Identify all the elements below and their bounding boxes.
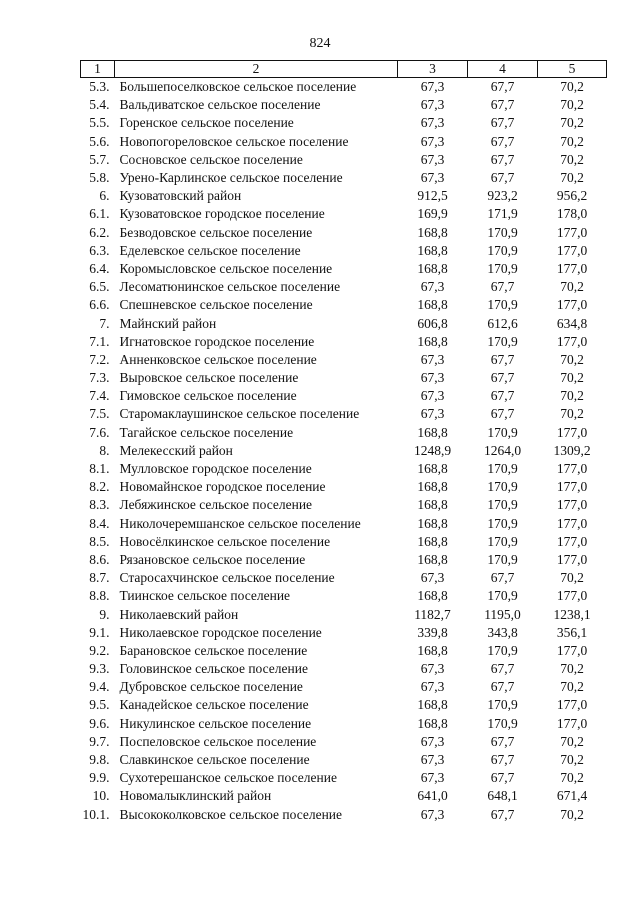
row-number: 7.2. bbox=[89, 351, 110, 367]
row-number: 6.1. bbox=[89, 206, 110, 222]
row-value-col4: 170,9 bbox=[487, 479, 518, 495]
row-value-col4: 171,9 bbox=[487, 206, 518, 222]
row-value-col3: 67,3 bbox=[420, 679, 445, 695]
table-row bbox=[81, 551, 607, 569]
row-value-col5: 1238,1 bbox=[553, 606, 591, 622]
row-value-col4: 170,9 bbox=[487, 297, 518, 313]
row-value-col4: 67,7 bbox=[490, 752, 515, 768]
row-name: Старосахчинское сельское поселение bbox=[119, 570, 335, 586]
table-header bbox=[81, 61, 607, 78]
row-value-col3: 67,3 bbox=[420, 79, 445, 95]
row-name: Канадейское сельское поселение bbox=[119, 697, 309, 713]
row-number: 8.7. bbox=[89, 570, 110, 586]
table-row bbox=[81, 224, 607, 242]
row-value-col4: 170,9 bbox=[487, 461, 518, 477]
header-col-3: 3 bbox=[398, 61, 468, 78]
row-value-col4: 170,9 bbox=[487, 260, 518, 276]
row-number: 8.5. bbox=[89, 533, 110, 549]
row-name: Игнатовское городское поселение bbox=[119, 333, 315, 349]
table-row bbox=[81, 169, 607, 187]
row-value-col5: 70,2 bbox=[560, 351, 584, 367]
row-name: Коромысловское сельское поселение bbox=[119, 260, 333, 276]
row-number: 5.5. bbox=[89, 115, 110, 131]
page-number: 824 bbox=[309, 36, 331, 51]
row-value-col5: 70,2 bbox=[560, 97, 584, 113]
row-name: Лебяжинское сельское поселение bbox=[119, 497, 313, 513]
row-value-col4: 67,7 bbox=[490, 279, 515, 295]
row-value-col3: 168,8 bbox=[417, 715, 448, 731]
row-number: 6.3. bbox=[89, 242, 110, 258]
row-value-col4: 170,9 bbox=[487, 533, 518, 549]
row-value-col4: 1264,0 bbox=[483, 442, 522, 458]
row-value-col3: 67,3 bbox=[420, 733, 445, 749]
row-value-col4: 170,9 bbox=[487, 424, 518, 440]
row-value-col4: 67,7 bbox=[490, 570, 515, 586]
row-value-col3: 67,3 bbox=[420, 170, 445, 186]
row-value-col4: 67,7 bbox=[490, 351, 515, 367]
row-name: Дубровское сельское поселение bbox=[119, 679, 303, 695]
row-number: 9.7. bbox=[89, 733, 110, 749]
data-table bbox=[80, 60, 607, 824]
row-value-col3: 168,8 bbox=[417, 515, 448, 531]
row-number: 9.1. bbox=[89, 624, 110, 640]
row-value-col4: 67,7 bbox=[490, 733, 515, 749]
row-value-col3: 67,3 bbox=[420, 351, 445, 367]
row-number: 9.8. bbox=[89, 752, 110, 768]
row-value-col3: 67,3 bbox=[420, 133, 445, 149]
row-number: 7.3. bbox=[89, 370, 110, 386]
row-value-col5: 177,0 bbox=[556, 333, 588, 349]
table-row bbox=[81, 187, 607, 205]
row-name: Майнский район bbox=[119, 315, 217, 331]
row-value-col3: 1182,7 bbox=[414, 606, 451, 622]
row-value-col5: 70,2 bbox=[560, 170, 584, 186]
row-value-col3: 67,3 bbox=[420, 370, 445, 386]
row-number: 7. bbox=[99, 315, 110, 331]
row-value-col3: 67,3 bbox=[420, 388, 445, 404]
row-number: 5.6. bbox=[89, 133, 110, 149]
table-body bbox=[81, 78, 607, 824]
row-value-col3: 67,3 bbox=[420, 97, 445, 113]
row-value-col5: 70,2 bbox=[560, 370, 584, 386]
row-value-col3: 168,8 bbox=[417, 533, 448, 549]
row-value-col5: 177,0 bbox=[556, 515, 588, 531]
table-row bbox=[81, 96, 607, 114]
table-row bbox=[81, 278, 607, 296]
row-value-col4: 170,9 bbox=[487, 333, 518, 349]
row-value-col4: 67,7 bbox=[490, 133, 515, 149]
row-value-col3: 168,8 bbox=[417, 479, 448, 495]
row-name: Кузоватовское городское поселение bbox=[119, 206, 325, 222]
row-value-col4: 67,7 bbox=[490, 406, 515, 422]
row-name: Высококолковское сельское поселение bbox=[119, 806, 343, 822]
row-value-col5: 356,1 bbox=[556, 624, 588, 640]
row-name: Безводовское сельское поселение bbox=[119, 224, 313, 240]
row-value-col3: 168,8 bbox=[417, 497, 448, 513]
row-value-col5: 70,2 bbox=[560, 388, 584, 404]
row-name: Головинское сельское поселение bbox=[119, 661, 308, 677]
header-col-1: 1 bbox=[81, 61, 115, 78]
row-value-col3: 641,0 bbox=[417, 788, 448, 804]
row-value-col3: 168,8 bbox=[417, 588, 448, 604]
table-row bbox=[81, 605, 607, 623]
row-value-col5: 956,2 bbox=[556, 188, 588, 204]
row-value-col5: 177,0 bbox=[556, 715, 588, 731]
table-row bbox=[81, 715, 607, 733]
table-row bbox=[81, 751, 607, 769]
row-value-col3: 912,5 bbox=[417, 188, 448, 204]
row-number: 6.6. bbox=[89, 297, 110, 313]
row-name: Тиинское сельское поселение bbox=[119, 588, 291, 604]
row-value-col3: 1248,9 bbox=[413, 442, 452, 458]
row-number: 6. bbox=[99, 188, 110, 204]
row-number: 9.9. bbox=[89, 770, 110, 786]
row-name: Вальдиватское сельское поселение bbox=[119, 97, 321, 113]
row-value-col4: 170,9 bbox=[487, 224, 518, 240]
row-number: 8.8. bbox=[89, 588, 110, 604]
row-value-col4: 67,7 bbox=[490, 151, 515, 167]
row-value-col4: 923,2 bbox=[487, 188, 518, 204]
row-value-col5: 671,4 bbox=[556, 788, 588, 804]
table-row bbox=[81, 696, 607, 714]
row-value-col5: 70,2 bbox=[560, 115, 584, 131]
row-number: 8. bbox=[99, 442, 110, 458]
row-value-col3: 67,3 bbox=[420, 279, 445, 295]
row-name: Горенское сельское поселение bbox=[119, 115, 294, 131]
row-number: 5.4. bbox=[89, 97, 110, 113]
row-value-col5: 70,2 bbox=[560, 133, 584, 149]
row-name: Барановское сельское поселение bbox=[119, 642, 308, 658]
row-value-col3: 67,3 bbox=[420, 115, 445, 131]
table-row bbox=[81, 424, 607, 442]
table-row bbox=[81, 769, 607, 787]
row-value-col5: 70,2 bbox=[560, 733, 584, 749]
row-number: 6.4. bbox=[89, 260, 110, 276]
row-value-col4: 67,7 bbox=[490, 370, 515, 386]
table-row bbox=[81, 205, 607, 223]
table-row bbox=[81, 333, 607, 351]
row-number: 10. bbox=[92, 788, 110, 804]
table-row bbox=[81, 78, 607, 97]
row-name: Новосёлкинское сельское поселение bbox=[119, 533, 331, 549]
table-row bbox=[81, 624, 607, 642]
row-value-col4: 67,7 bbox=[490, 388, 515, 404]
row-name: Лесоматюнинское сельское поселение bbox=[119, 279, 341, 295]
row-name: Старомаклаушинское сельское поселение bbox=[119, 406, 360, 422]
table-row bbox=[81, 151, 607, 169]
row-value-col3: 67,3 bbox=[420, 570, 445, 586]
row-value-col5: 70,2 bbox=[560, 752, 584, 768]
row-value-col5: 177,0 bbox=[556, 497, 588, 513]
row-value-col4: 67,7 bbox=[490, 97, 515, 113]
row-number: 7.5. bbox=[89, 406, 110, 422]
row-name: Николаевский район bbox=[119, 606, 239, 622]
row-value-col3: 168,8 bbox=[417, 551, 448, 567]
row-value-col3: 168,8 bbox=[417, 297, 448, 313]
row-name: Славкинское сельское поселение bbox=[119, 752, 310, 768]
row-number: 8.1. bbox=[89, 461, 110, 477]
row-value-col4: 170,9 bbox=[487, 642, 518, 658]
table-row bbox=[81, 387, 607, 405]
row-value-col4: 170,9 bbox=[487, 588, 518, 604]
row-value-col4: 67,7 bbox=[490, 115, 515, 131]
row-name: Николочеремшанское сельское поселение bbox=[119, 515, 361, 531]
row-value-col5: 177,0 bbox=[556, 461, 588, 477]
row-value-col3: 168,8 bbox=[417, 461, 448, 477]
row-value-col3: 67,3 bbox=[420, 151, 445, 167]
row-name: Новомайнское городское поселение bbox=[119, 479, 326, 495]
row-value-col5: 70,2 bbox=[560, 279, 584, 295]
table-row bbox=[81, 296, 607, 314]
row-value-col3: 67,3 bbox=[420, 661, 445, 677]
row-value-col5: 70,2 bbox=[560, 661, 584, 677]
table-row bbox=[81, 787, 607, 805]
row-value-col5: 634,8 bbox=[556, 315, 588, 331]
row-value-col3: 168,8 bbox=[417, 260, 448, 276]
row-value-col5: 177,0 bbox=[556, 588, 588, 604]
table-row bbox=[81, 660, 607, 678]
row-name: Урено-Карлинское сельское поселение bbox=[119, 170, 343, 186]
row-value-col5: 70,2 bbox=[560, 406, 584, 422]
row-number: 8.4. bbox=[89, 515, 110, 531]
row-value-col5: 177,0 bbox=[556, 297, 588, 313]
row-value-col3: 339,8 bbox=[417, 624, 448, 640]
table-row bbox=[81, 678, 607, 696]
row-value-col5: 177,0 bbox=[556, 260, 588, 276]
row-value-col3: 606,8 bbox=[417, 315, 448, 331]
table-row bbox=[81, 133, 607, 151]
row-value-col3: 168,8 bbox=[417, 242, 448, 258]
row-value-col3: 67,3 bbox=[420, 406, 445, 422]
table-row bbox=[81, 260, 607, 278]
table-row bbox=[81, 351, 607, 369]
row-name: Выровское сельское поселение bbox=[119, 370, 299, 386]
row-value-col5: 70,2 bbox=[560, 770, 584, 786]
row-number: 5.8. bbox=[89, 170, 110, 186]
row-name: Кузоватовский район bbox=[119, 188, 242, 204]
row-number: 9.6. bbox=[89, 715, 110, 731]
row-value-col3: 168,8 bbox=[417, 224, 448, 240]
row-value-col5: 177,0 bbox=[556, 242, 588, 258]
table-row bbox=[81, 533, 607, 551]
row-number: 9.3. bbox=[89, 661, 110, 677]
row-value-col3: 168,8 bbox=[417, 642, 448, 658]
row-value-col4: 1195,0 bbox=[484, 606, 521, 622]
row-value-col5: 177,0 bbox=[556, 697, 588, 713]
row-number: 7.1. bbox=[89, 333, 110, 349]
row-value-col5: 1309,2 bbox=[553, 442, 591, 458]
row-name: Сосновское сельское поселение bbox=[119, 151, 303, 167]
table-row bbox=[81, 496, 607, 514]
table-row bbox=[81, 478, 607, 496]
table-row bbox=[81, 569, 607, 587]
row-name: Гимовское сельское поселение bbox=[119, 388, 297, 404]
row-value-col4: 67,7 bbox=[490, 679, 515, 695]
row-value-col5: 177,0 bbox=[556, 551, 588, 567]
row-value-col5: 70,2 bbox=[560, 79, 584, 95]
row-value-col3: 168,8 bbox=[417, 333, 448, 349]
row-name: Поспеловское сельское поселение bbox=[119, 733, 317, 749]
row-value-col4: 170,9 bbox=[487, 715, 518, 731]
row-number: 9.2. bbox=[89, 642, 110, 658]
row-name: Сухотерешанское сельское поселение bbox=[119, 770, 337, 786]
row-number: 7.4. bbox=[89, 388, 110, 404]
row-name: Большепоселковское сельское поселение bbox=[119, 79, 357, 95]
row-value-col5: 177,0 bbox=[556, 424, 588, 440]
row-number: 8.6. bbox=[89, 551, 110, 567]
header-col-5: 5 bbox=[538, 61, 607, 78]
row-number: 9. bbox=[99, 606, 110, 622]
row-name: Спешневское сельское поселение bbox=[119, 297, 313, 313]
row-value-col5: 177,0 bbox=[556, 642, 588, 658]
table-row bbox=[81, 733, 607, 751]
row-number: 6.2. bbox=[89, 224, 110, 240]
row-value-col4: 648,1 bbox=[487, 788, 518, 804]
row-name: Новомалыклинский район bbox=[119, 788, 272, 804]
row-value-col3: 67,3 bbox=[420, 752, 445, 768]
row-name: Новопогореловское сельское поселение bbox=[119, 133, 349, 149]
row-value-col4: 67,7 bbox=[490, 770, 515, 786]
header-col-4: 4 bbox=[468, 61, 538, 78]
row-value-col4: 67,7 bbox=[490, 806, 515, 822]
row-value-col5: 70,2 bbox=[560, 806, 584, 822]
row-number: 5.7. bbox=[89, 151, 110, 167]
table-row bbox=[81, 442, 607, 460]
table-row bbox=[81, 314, 607, 332]
row-number: 6.5. bbox=[89, 279, 110, 295]
table-row bbox=[81, 806, 607, 824]
row-value-col3: 169,9 bbox=[417, 206, 448, 222]
row-value-col5: 177,0 bbox=[556, 224, 588, 240]
table-row bbox=[81, 587, 607, 605]
row-value-col4: 612,6 bbox=[487, 315, 518, 331]
row-number: 8.3. bbox=[89, 497, 110, 513]
row-value-col4: 170,9 bbox=[487, 697, 518, 713]
header-row bbox=[81, 61, 607, 78]
row-number: 5.3. bbox=[89, 79, 110, 95]
row-name: Мелекесский район bbox=[119, 442, 233, 458]
row-name: Анненковское сельское поселение bbox=[119, 351, 317, 367]
row-number: 7.6. bbox=[89, 424, 110, 440]
row-value-col3: 67,3 bbox=[420, 806, 445, 822]
row-value-col4: 170,9 bbox=[487, 497, 518, 513]
row-name: Мулловское городское поселение bbox=[119, 461, 312, 477]
row-number: 8.2. bbox=[89, 479, 110, 495]
row-value-col4: 67,7 bbox=[490, 79, 515, 95]
row-value-col4: 67,7 bbox=[490, 170, 515, 186]
row-value-col5: 178,0 bbox=[556, 206, 588, 222]
header-col-2: 2 bbox=[115, 61, 398, 78]
row-value-col3: 67,3 bbox=[420, 770, 445, 786]
row-value-col4: 343,8 bbox=[487, 624, 518, 640]
table-row bbox=[81, 642, 607, 660]
row-value-col4: 67,7 bbox=[490, 661, 515, 677]
row-value-col4: 170,9 bbox=[487, 242, 518, 258]
table-row bbox=[81, 515, 607, 533]
row-value-col5: 177,0 bbox=[556, 533, 588, 549]
row-value-col5: 177,0 bbox=[556, 479, 588, 495]
table-row bbox=[81, 114, 607, 132]
row-value-col3: 168,8 bbox=[417, 697, 448, 713]
table-row bbox=[81, 242, 607, 260]
row-number: 10.1. bbox=[82, 806, 110, 822]
table-row bbox=[81, 460, 607, 478]
table-row bbox=[81, 405, 607, 423]
row-value-col3: 168,8 bbox=[417, 424, 448, 440]
row-value-col5: 70,2 bbox=[560, 679, 584, 695]
table-row bbox=[81, 369, 607, 387]
row-number: 9.5. bbox=[89, 697, 110, 713]
row-name: Рязановское сельское поселение bbox=[119, 551, 306, 567]
row-number: 9.4. bbox=[89, 679, 110, 695]
row-name: Никулинское сельское поселение bbox=[119, 715, 312, 731]
row-name: Еделевское сельское поселение bbox=[119, 242, 301, 258]
row-name: Николаевское городское поселение bbox=[119, 624, 322, 640]
row-value-col4: 170,9 bbox=[487, 551, 518, 567]
row-name: Тагайское сельское поселение bbox=[119, 424, 294, 440]
row-value-col5: 70,2 bbox=[560, 570, 584, 586]
row-value-col5: 70,2 bbox=[560, 151, 584, 167]
row-value-col4: 170,9 bbox=[487, 515, 518, 531]
